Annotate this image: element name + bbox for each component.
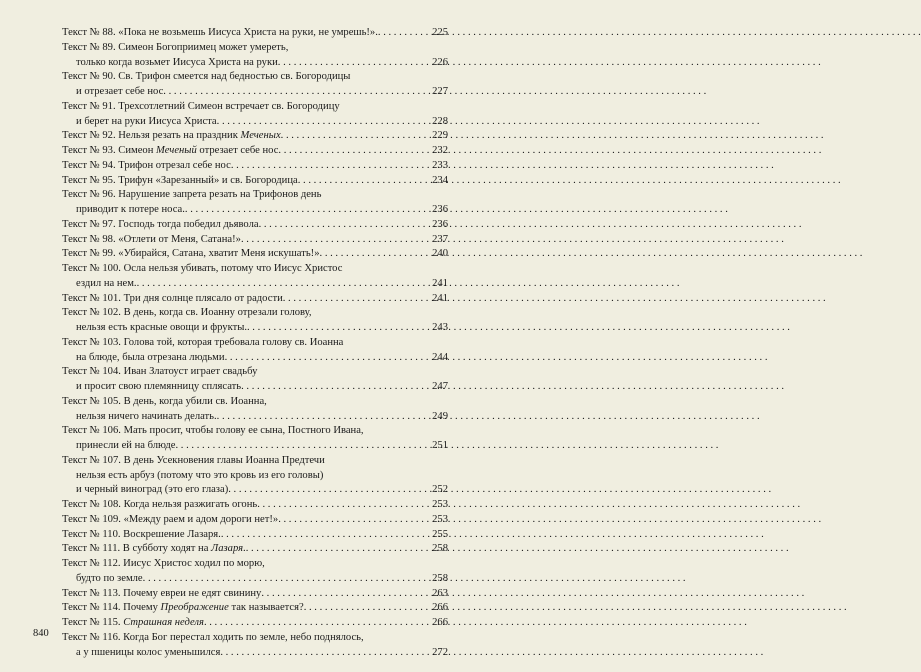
toc-entry [62,233,448,248]
toc-leader-dots [137,277,432,292]
toc-entry-continuation [62,439,448,454]
toc-page-ref: 225 [432,27,448,38]
toc-page-ref: 272 [432,646,448,658]
toc-entry-text: Текст № 93. Симеон Меченый отрезает себе нос [62,145,279,156]
toc-leader-dots [225,351,432,366]
toc-entry-title [62,365,448,380]
toc-entry-text: ездил на нем. [76,277,137,289]
toc-entry [62,262,448,292]
toc-entry-title [62,528,448,543]
toc-entry-text: и отрезает себе нос [76,86,164,97]
toc-page-ref: 266 [432,602,448,614]
toc-entry-text: Текст № 109. «Между раем и адом дороги нет!» [62,513,279,525]
toc-entry-continuation [62,56,448,71]
toc-entry-text: Текст № 114. Почему Преображение так называется? [62,602,304,614]
toc-entry-text: Текст № 89. Симеон Богоприимец может умереть, [62,41,289,53]
toc-entry-title [62,262,448,277]
toc-leader-dots [278,144,431,159]
toc-entry [62,424,448,454]
toc-entry-text: и черный виноград (это его глаза) [76,484,229,496]
toc-entry-continuation [62,483,448,498]
toc-entry-continuation [62,277,448,292]
toc-entry-title [62,424,448,439]
toc-entry-title [62,513,448,528]
toc-leader-dots [176,439,432,454]
toc-entry-continuation [62,572,448,587]
toc-entry-text: Текст № 112. Иисус Христос ходил по морю, [62,558,265,569]
toc-entry-title [62,631,448,646]
toc-entry-title [62,100,448,115]
toc-entry-continuation [62,321,448,336]
toc-page-ref: 240 [432,248,448,260]
toc-entry-title [62,233,448,248]
toc-entry-continuation [62,646,448,661]
toc-entry-text: и берет на руки Иисуса Христа [76,115,217,127]
toc-entry [62,247,448,262]
toc-entry-text: нельзя есть арбуз (потому что это кровь из его головы) [76,469,324,481]
toc-entry-continuation [62,410,448,425]
toc-entry-text: Текст № 113. Почему евреи не едят свинину [62,587,262,599]
toc-entry [62,395,448,425]
toc-leader-dots [241,233,431,248]
toc-entry [62,188,448,218]
toc-entry-text: Текст № 92. Нельзя резать на праздник Меченых [62,130,281,142]
toc-entry-text: Текст № 88. «Пока не возьмешь Иисуса Христа на руки, не умрешь!». [62,27,378,38]
toc-entry [62,144,448,159]
toc-entry [62,365,448,395]
toc-entry-text: на блюде, была отрезана людьми [76,351,225,363]
toc-page-ref: 247 [432,381,448,392]
toc-entry-text: Текст № 105. В день, когда убили св. Иоанна, [62,395,267,407]
toc-entry-title [62,454,448,469]
toc-entry [62,631,448,661]
toc-page-ref: 236 [432,218,448,230]
toc-entry-text: только когда возьмет Иисуса Христа на руки [76,56,278,68]
toc-entry [62,129,448,144]
toc-page-ref: 244 [432,351,448,363]
toc-entry-title [62,174,448,189]
toc-entry-text: Текст № 98. «Отлети от Меня, Сатана!» [62,233,241,245]
toc-entry-text: Текст № 91. Трехсотлетний Симеон встречает св. Богородицу [62,100,340,112]
toc-entry-title [62,498,448,513]
toc-entry-title [62,601,448,616]
toc-page-ref: 243 [432,322,448,333]
toc-entry-continuation [62,351,448,366]
toc-entry-text: Текст № 116. Когда Бог перестал ходить по земле, небо поднялось, [62,631,364,643]
toc-entry-title [62,306,448,321]
toc-page-ref: 263 [432,587,448,599]
toc-entry-continuation [62,85,448,100]
toc-page-ref: 258 [432,572,448,584]
toc-entry [62,218,448,233]
toc-leader-dots [304,601,431,616]
toc-page-ref: 266 [432,617,448,628]
toc-entry-text: Текст № 110. Воскрешение Лазаря. [62,528,221,540]
toc-entry [62,601,448,616]
toc-page-ref: 227 [432,86,448,97]
toc-entry [62,616,448,631]
toc-entry [62,100,448,130]
toc-leader-dots [259,218,432,233]
toc-entry-text: Текст № 102. В день, когда св. Иоанну отрезали голову, [62,307,312,319]
toc-entry [62,159,448,174]
toc-entry-title [62,144,448,159]
table-of-contents [62,26,448,660]
toc-page-ref: 234 [432,174,448,186]
toc-page-ref: 229 [432,130,448,142]
toc-entry-text: будто по земле [76,572,143,584]
toc-entry [62,528,448,543]
toc-entry-title [62,159,448,174]
toc-entry [62,70,448,100]
toc-entry-title [62,616,448,631]
toc-page-ref: 228 [432,115,448,127]
toc-leader-dots [143,572,431,587]
toc-page-ref: 253 [432,499,448,510]
toc-entry-title [62,247,448,262]
toc-entry-continuation [62,203,448,218]
toc-entry-text: Текст № 107. В день Усекновения главы Иоанна Предтечи [62,454,325,466]
toc-leader-dots [247,321,431,336]
toc-entry [62,292,448,307]
toc-page-ref: 237 [432,233,448,245]
toc-page-ref: 255 [432,528,448,540]
toc-leader-dots [298,174,431,189]
toc-entry [62,587,448,602]
toc-leader-dots [283,292,431,307]
toc-entry-title [62,26,448,41]
toc-entry-title [62,587,448,602]
toc-entry [62,26,448,41]
toc-leader-dots [281,129,431,144]
toc-entry [62,557,448,587]
toc-entry [62,454,448,498]
toc-entry-text: Текст № 90. Св. Трифон смеется над бедностью св. Богородицы [62,71,351,83]
toc-leader-dots [378,26,431,41]
toc-entry-continuation [62,115,448,130]
toc-entry-title [62,70,448,85]
toc-entry [62,41,448,71]
toc-page-ref: 236 [432,204,448,215]
toc-entry-text: Текст № 95. Трифун «Зарезанный» и св. Богородица [62,174,298,186]
toc-entry [62,542,448,557]
toc-entry [62,498,448,513]
toc-leader-dots [320,247,432,262]
toc-page-ref: 249 [432,410,448,422]
toc-entry-text: Текст № 108. Когда нельзя разжигать огонь [62,499,258,510]
toc-entry-title [62,188,448,203]
toc-entry-text: Текст № 104. Иван Златоуст играет свадьбу [62,366,258,378]
toc-entry-text: а у пшеницы колос уменьшился [76,646,221,658]
toc-leader-dots [278,56,431,71]
toc-leader-dots [185,203,431,218]
toc-entry-title [62,542,448,557]
toc-leader-dots [246,542,431,557]
toc-leader-dots [241,380,431,395]
toc-entry-continuation [62,469,448,484]
toc-page-ref: 258 [432,543,448,555]
toc-entry-text: принесли ей на блюде [76,440,176,451]
toc-entry-text: Текст № 103. Голова той, которая требовала голову св. Иоанна [62,336,344,348]
toc-entry-text: Текст № 100. Осла нельзя убивать, потому что Иисус Христос [62,263,343,274]
toc-entry-title [62,292,448,307]
toc-entry-text: Текст № 101. Три дня солнце плясало от радости [62,292,283,304]
toc-leader-dots [221,528,431,543]
toc-page-ref: 232 [432,145,448,156]
toc-leader-dots [220,646,431,661]
toc-entry-text: Текст № 115. Страшная неделя [62,617,204,628]
toc-entry-text: нельзя есть красные овощи и фрукты. [76,322,247,333]
toc-entry-continuation [62,380,448,395]
page-number: 840 [33,628,49,639]
toc-entry [62,513,448,528]
toc-entry [62,174,448,189]
toc-leader-dots [217,115,431,130]
toc-page-ref: 241 [432,277,448,289]
toc-leader-dots [231,159,431,174]
toc-page-ref: 233 [432,159,448,171]
toc-entry-text: приводит к потере носа. [76,204,185,215]
toc-entry-text: Текст № 106. Мать просит, чтобы голову ее сына, Постного Ивана, [62,425,364,437]
toc-entry [62,336,448,366]
toc-leader-dots [217,410,431,425]
toc-entry [62,306,448,336]
toc-leader-dots [228,483,431,498]
toc-leader-dots [163,85,431,100]
toc-entry-title [62,218,448,233]
toc-entry-text: нельзя ничего начинать делать. [76,410,217,422]
toc-entry-title [62,336,448,351]
toc-leader-dots [278,513,431,528]
toc-entry-text: Текст № 96. Нарушение запрета резать на Трифонов день [62,189,322,201]
toc-leader-dots [257,498,431,513]
toc-entry-title [62,41,448,56]
toc-page-ref: 241 [432,292,448,304]
toc-entry-title [62,129,448,144]
toc-page-ref: 252 [432,484,448,496]
toc-page-ref: 251 [432,440,448,451]
toc-entry-text: Текст № 94. Трифон отрезал себе нос [62,159,231,171]
toc-entry-text: Текст № 97. Господь тогда победил дьявола [62,218,259,230]
toc-leader-dots [204,616,431,631]
toc-entry-text: Текст № 111. В субботу ходят на Лазаря. [62,543,246,555]
toc-page-ref: 226 [432,56,448,68]
toc-entry-text: Текст № 99. «Убирайся, Сатана, хватит Меня искушать!» [62,248,320,260]
toc-entry-title [62,557,448,572]
toc-page-ref: 253 [432,513,448,525]
toc-entry-title [62,395,448,410]
toc-entry-text: и просит свою племянницу сплясать [76,381,242,392]
toc-leader-dots [261,587,431,602]
